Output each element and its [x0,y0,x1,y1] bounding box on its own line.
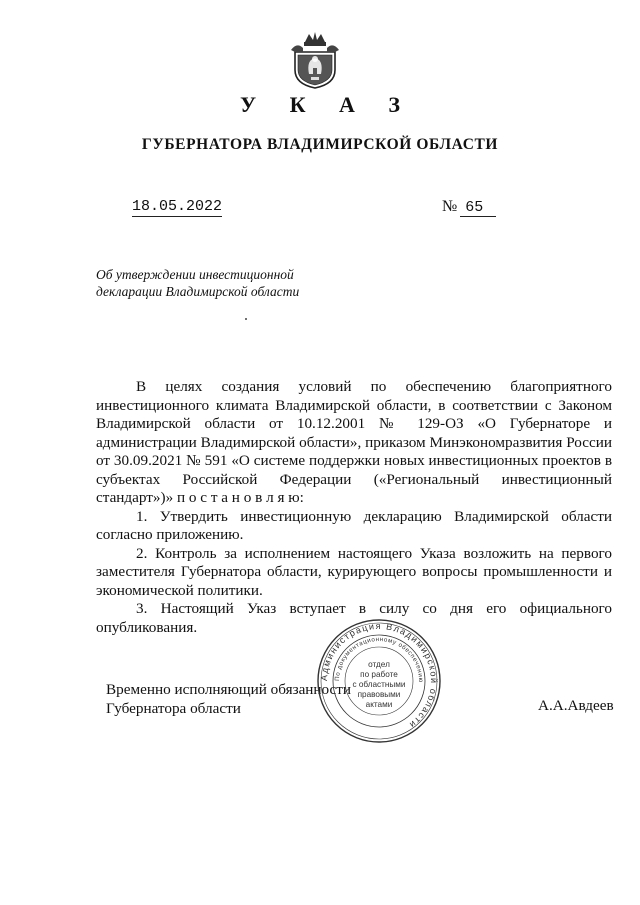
preamble-paragraph: В целях создания условий по обеспечению благоприятного инвестиционного климата Владимирской области, в соответствии с Законом Владимирской области от 10.12.2001 № 129-ОЗ «О Губернаторе и администрации Владимирской области», приказом Минэкономразвития России от 30.09.2021 № 591 «О системе поддержки новых инвестиционных проектов в субъектах Российской Федерации («Региональный инвестиционный стандарт»)» п о с т а н о в л я ю: [96,378,612,506]
clause-2: 2. Контроль за исполнением настоящего Указа возложить на первого заместителя Губернатора области, курирующего вопросы промышленности и экономической политики. [96,544,612,599]
decree-number [442,198,483,216]
stamp-line: с областными [352,680,406,689]
scan-speck [245,318,247,320]
decree-body [96,378,612,637]
stamp-line: актами [365,700,393,709]
stamp-ring-text: Администрация Владимирской области [318,620,440,731]
subject-line: Об утверждении инвестиционной [96,267,294,282]
signatory-name: А.А.Авдеев [538,697,614,714]
number-underline [460,216,496,217]
signatory-position [106,680,351,718]
decree-subject [96,266,326,300]
coat-of-arms-icon [289,30,341,90]
date-underline [132,216,222,217]
document-subtitle: ГУБЕРНАТОРА ВЛАДИМИРСКОЙ ОБЛАСТИ [141,136,499,153]
number-value: 65 [465,199,484,216]
document-title: У К А З [239,92,415,117]
subject-line: декларации Владимирской области [96,284,300,299]
decree-date: 18.05.2022 [132,198,223,215]
stamp-line: правовыми [357,690,401,699]
position-line: Губернатора области [106,700,241,717]
stamp-line: по работе [360,670,398,679]
clause-1: 1. Утвердить инвестиционную декларацию Владимирской области согласно приложению. [96,507,612,543]
number-label: № [442,198,458,215]
clause-3: 3. Настоящий Указ вступает в силу со дня его официального опубликования. [96,600,612,636]
stamp-center-text [352,660,406,710]
position-line: Временно исполняющий обязанности [106,681,352,698]
stamp-inner-ring-text: По документационному обеспечению [333,635,425,683]
stamp-line: отдел [368,660,390,669]
